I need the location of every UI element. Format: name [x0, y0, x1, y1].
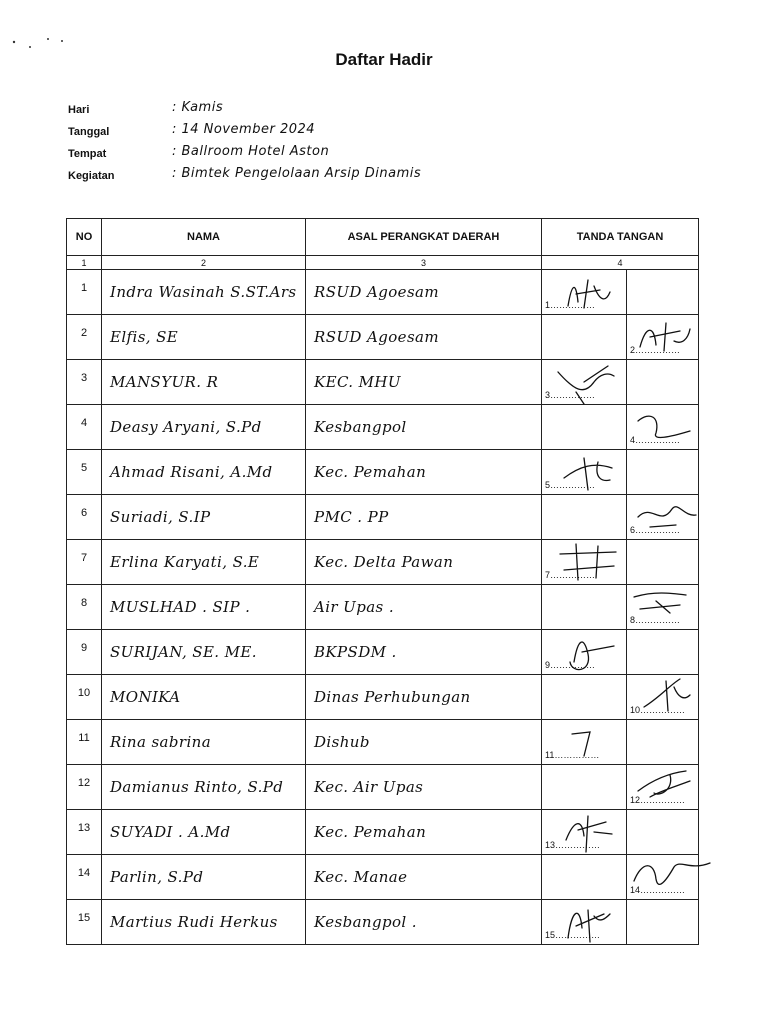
signature-scribble	[542, 810, 698, 854]
signature-number-label: 13……………	[545, 840, 601, 850]
table-row	[67, 360, 699, 405]
participant-agency: Kec. Pemahan	[306, 810, 542, 855]
participant-agency: Kec. Manae	[306, 855, 542, 900]
signature-number-label: 14……………	[630, 885, 686, 895]
row-number-text: 9	[80, 642, 88, 654]
row-number	[67, 315, 102, 360]
table-row	[67, 405, 699, 450]
signature-cell	[542, 540, 699, 585]
participant-name: Suriadi, S.IP	[102, 495, 306, 540]
signature-scribble	[542, 495, 698, 539]
row-number-text: 13	[77, 822, 91, 834]
participant-name: Elfis, SE	[102, 315, 306, 360]
signature-cell	[542, 585, 699, 630]
signature-cell	[542, 495, 699, 540]
signature-scribble	[542, 720, 698, 764]
signature-cell	[542, 405, 699, 450]
signature-scribble	[542, 450, 698, 494]
signature-number-label: 15……………	[545, 930, 601, 940]
scan-specks	[10, 30, 70, 50]
row-number	[67, 585, 102, 630]
row-number	[67, 720, 102, 765]
signature-number-label: 9……………	[545, 660, 596, 670]
signature-number-label: 12……………	[630, 795, 686, 805]
signature-cell	[542, 315, 699, 360]
row-number-text: 3	[80, 372, 88, 384]
attendance-table	[66, 218, 699, 945]
row-number-text: 5	[80, 462, 88, 474]
participant-name: SUYADI . A.Md	[102, 810, 306, 855]
table-row	[67, 810, 699, 855]
signature-number-label: 10……………	[630, 705, 686, 715]
row-number-text: 8	[80, 597, 88, 609]
participant-name: SURIJAN, SE. ME.	[102, 630, 306, 675]
row-number	[67, 495, 102, 540]
row-number-text: 10	[77, 687, 91, 699]
participant-name: Erlina Karyati, S.E	[102, 540, 306, 585]
signature-number-label: 8……………	[630, 615, 681, 625]
meta-value: : Ballroom Hotel Aston	[172, 144, 330, 159]
signature-scribble	[542, 675, 698, 719]
row-number-text: 15	[77, 912, 91, 924]
meeting-info	[68, 100, 628, 192]
meta-row-hari	[68, 100, 628, 126]
col-header-asal: ASAL PERANGKAT DAERAH	[306, 219, 542, 256]
participant-name: Rina sabrina	[102, 720, 306, 765]
participant-agency: Kec. Pemahan	[306, 450, 542, 495]
signature-scribble	[542, 540, 698, 584]
table-row	[67, 540, 699, 585]
signature-number-label: 7……………	[545, 570, 596, 580]
signature-number-label: 2……………	[630, 345, 681, 355]
row-number	[67, 360, 102, 405]
signature-cell	[542, 900, 699, 945]
participant-agency: BKPSDM .	[306, 630, 542, 675]
signature-cell	[542, 720, 699, 765]
col-header-no: NO	[67, 219, 102, 256]
signature-cell	[542, 810, 699, 855]
row-number-text: 2	[80, 327, 88, 339]
table-row	[67, 900, 699, 945]
row-number-text: 6	[80, 507, 88, 519]
signature-cell	[542, 360, 699, 405]
row-number	[67, 675, 102, 720]
signature-cell	[542, 765, 699, 810]
row-number-text: 14	[77, 867, 91, 879]
col-index: 2	[102, 256, 306, 270]
row-number-text: 1	[80, 282, 88, 294]
table-row	[67, 675, 699, 720]
participant-name: MONIKA	[102, 675, 306, 720]
col-index: 1	[67, 256, 102, 270]
signature-cell	[542, 855, 699, 900]
participant-name: Deasy Aryani, S.Pd	[102, 405, 306, 450]
participant-name: MANSYUR. R	[102, 360, 306, 405]
signature-number-label: 1……………	[545, 300, 596, 310]
meta-value: : Kamis	[172, 100, 224, 115]
table-row	[67, 315, 699, 360]
participant-name: MUSLHAD . SIP .	[102, 585, 306, 630]
meta-value: : 14 November 2024	[172, 122, 316, 137]
participant-agency: Dishub	[306, 720, 542, 765]
participant-name: Parlin, S.Pd	[102, 855, 306, 900]
participant-name: Indra Wasinah S.ST.Ars	[102, 270, 306, 315]
meta-label: Tempat	[68, 148, 107, 160]
participant-agency: PMC . PP	[306, 495, 542, 540]
row-number-text: 4	[80, 417, 88, 429]
table-row	[67, 630, 699, 675]
participant-agency: KEC. MHU	[306, 360, 542, 405]
row-number	[67, 900, 102, 945]
col-index: 4	[542, 256, 699, 270]
row-number-text: 11	[78, 732, 90, 744]
signature-number-label: 6……………	[630, 525, 681, 535]
signature-scribble	[542, 765, 698, 809]
signature-scribble	[542, 405, 698, 449]
meta-value: : Bimtek Pengelolaan Arsip Dinamis	[172, 166, 422, 181]
row-number	[67, 450, 102, 495]
signature-scribble	[542, 630, 698, 674]
signature-scribble	[542, 900, 698, 944]
row-number	[67, 810, 102, 855]
signature-scribble	[542, 270, 698, 314]
table-row	[67, 270, 699, 315]
table-row	[67, 495, 699, 540]
table-row	[67, 765, 699, 810]
signature-number-label: 3……………	[545, 390, 596, 400]
signature-scribble	[542, 855, 698, 899]
participant-name: Martius Rudi Herkus	[102, 900, 306, 945]
signature-number-label: 5……………	[545, 480, 596, 490]
row-number-text: 7	[80, 552, 88, 564]
col-index: 3	[306, 256, 542, 270]
participant-agency: Kesbangpol .	[306, 900, 542, 945]
row-number	[67, 855, 102, 900]
meta-row-tanggal	[68, 122, 628, 148]
meta-label: Hari	[68, 104, 90, 116]
meta-label: Tanggal	[68, 126, 110, 138]
document-title: Daftar Hadir	[335, 50, 433, 69]
row-number	[67, 630, 102, 675]
table-row	[67, 855, 699, 900]
signature-cell	[542, 270, 699, 315]
participant-agency: Kec. Air Upas	[306, 765, 542, 810]
participant-agency: Dinas Perhubungan	[306, 675, 542, 720]
participant-agency: RSUD Agoesam	[306, 315, 542, 360]
row-number	[67, 270, 102, 315]
participant-name: Damianus Rinto, S.Pd	[102, 765, 306, 810]
row-number	[67, 405, 102, 450]
signature-number-label: 11……………	[545, 750, 600, 760]
signature-scribble	[542, 360, 698, 404]
table-row	[67, 720, 699, 765]
row-number	[67, 540, 102, 585]
signature-cell	[542, 675, 699, 720]
participant-name: Ahmad Risani, A.Md	[102, 450, 306, 495]
row-number	[67, 765, 102, 810]
table-row	[67, 585, 699, 630]
meta-row-kegiatan	[68, 166, 628, 192]
signature-cell	[542, 630, 699, 675]
signature-cell	[542, 450, 699, 495]
table-row	[67, 450, 699, 495]
signature-number-label: 4……………	[630, 435, 681, 445]
signature-scribble	[542, 585, 698, 629]
col-header-ttd: TANDA TANGAN	[542, 219, 699, 256]
meta-label: Kegiatan	[68, 170, 115, 182]
col-header-nama: NAMA	[102, 219, 306, 256]
participant-agency: RSUD Agoesam	[306, 270, 542, 315]
participant-agency: Air Upas .	[306, 585, 542, 630]
participant-agency: Kec. Delta Pawan	[306, 540, 542, 585]
participant-agency: Kesbangpol	[306, 405, 542, 450]
row-number-text: 12	[77, 777, 91, 789]
signature-scribble	[542, 315, 698, 359]
